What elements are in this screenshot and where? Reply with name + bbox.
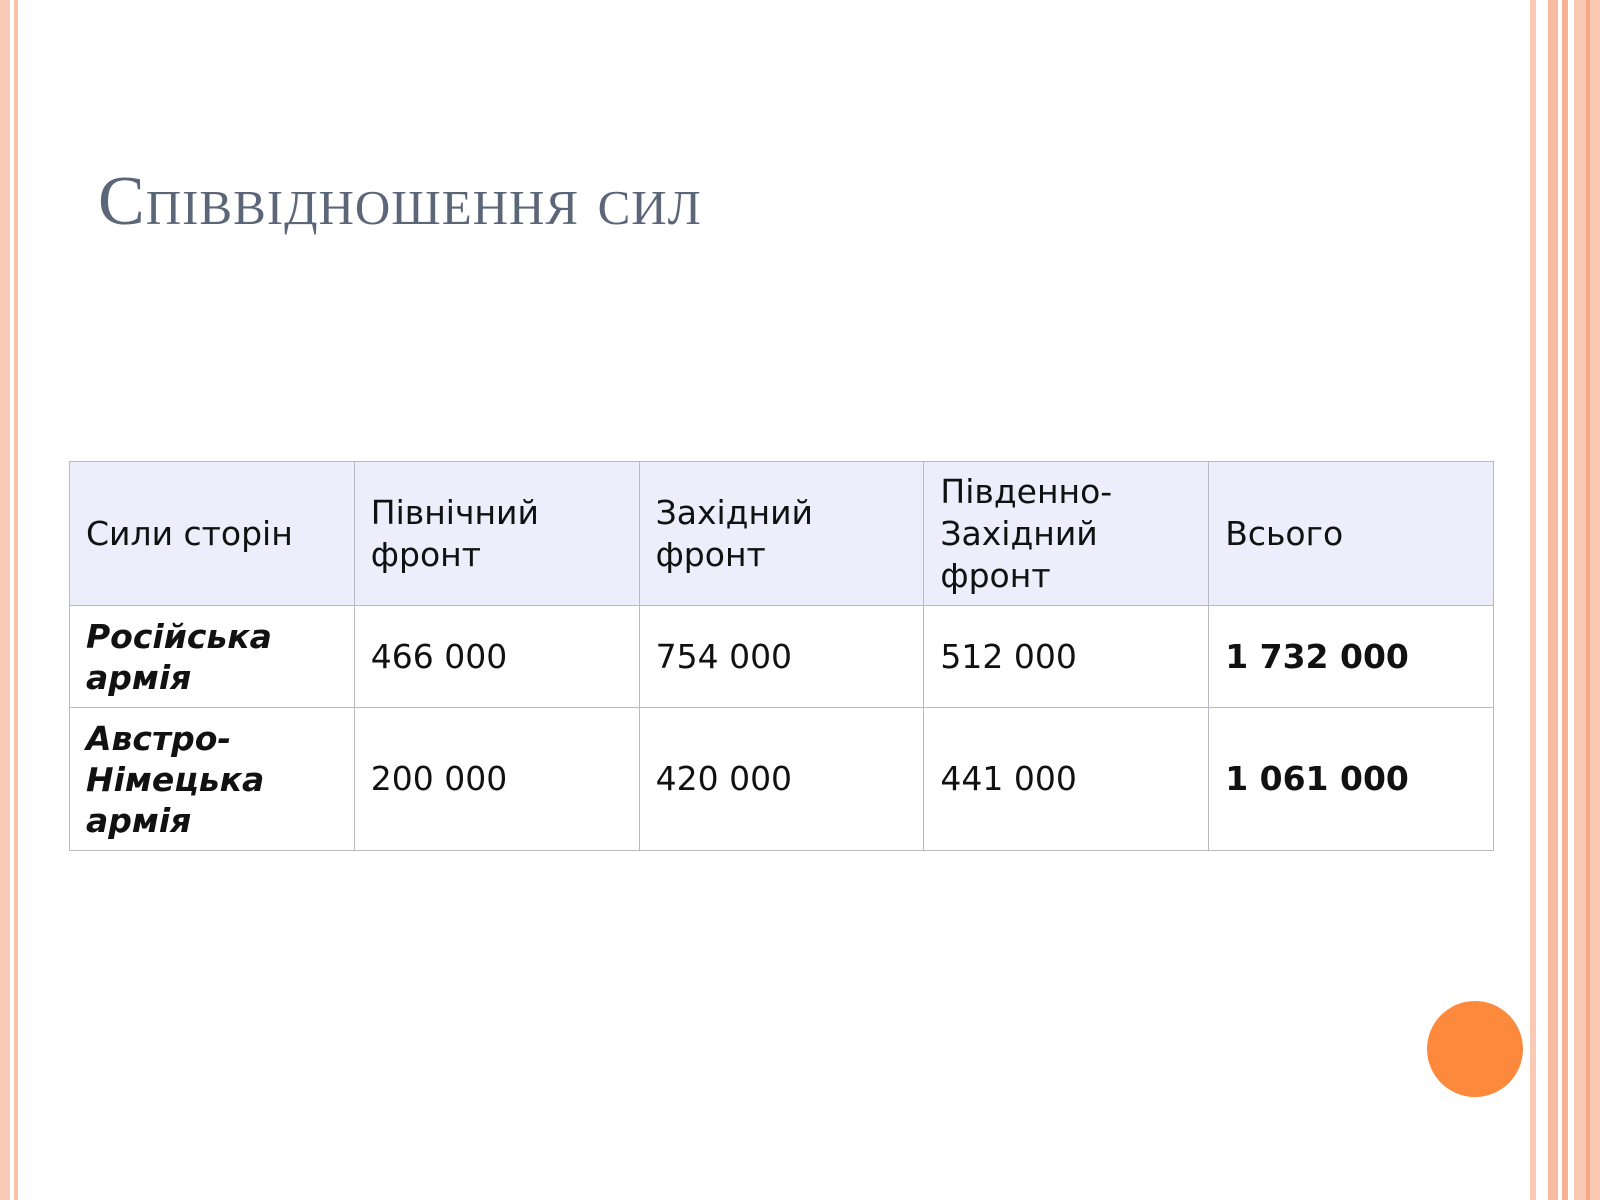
cell-northern-front: 200 000 xyxy=(354,708,639,851)
table-row xyxy=(70,708,1494,851)
cell-southwestern-front: 441 000 xyxy=(924,708,1209,851)
slide-title: Співвідношення сил xyxy=(98,163,702,240)
cell-total: 1 061 000 xyxy=(1209,708,1494,851)
header-southwestern-front: Південно-Західний фронт xyxy=(924,462,1209,606)
header-total: Всього xyxy=(1209,462,1494,606)
cell-total: 1 732 000 xyxy=(1209,606,1494,708)
table-row xyxy=(70,606,1494,708)
row-side-label: Російська армія xyxy=(70,606,355,708)
forces-table xyxy=(69,461,1494,851)
right-border-stripe xyxy=(1562,0,1568,1200)
cell-northern-front: 466 000 xyxy=(354,606,639,708)
right-border-stripe xyxy=(1548,0,1558,1200)
table-header-row xyxy=(70,462,1494,606)
header-sides: Сили сторін xyxy=(70,462,355,606)
header-northern-front: Північний фронт xyxy=(354,462,639,606)
right-border-stripe xyxy=(1530,0,1536,1200)
cell-southwestern-front: 512 000 xyxy=(924,606,1209,708)
row-side-label: Австро-Німецька армія xyxy=(70,708,355,851)
orange-circle-icon xyxy=(1427,1001,1523,1097)
left-border-stripe-inner xyxy=(14,0,18,1200)
right-border-stripe xyxy=(1586,0,1590,1200)
header-western-front: Західний фронт xyxy=(639,462,924,606)
cell-western-front: 754 000 xyxy=(639,606,924,708)
cell-western-front: 420 000 xyxy=(639,708,924,851)
left-border-stripe xyxy=(0,0,10,1200)
